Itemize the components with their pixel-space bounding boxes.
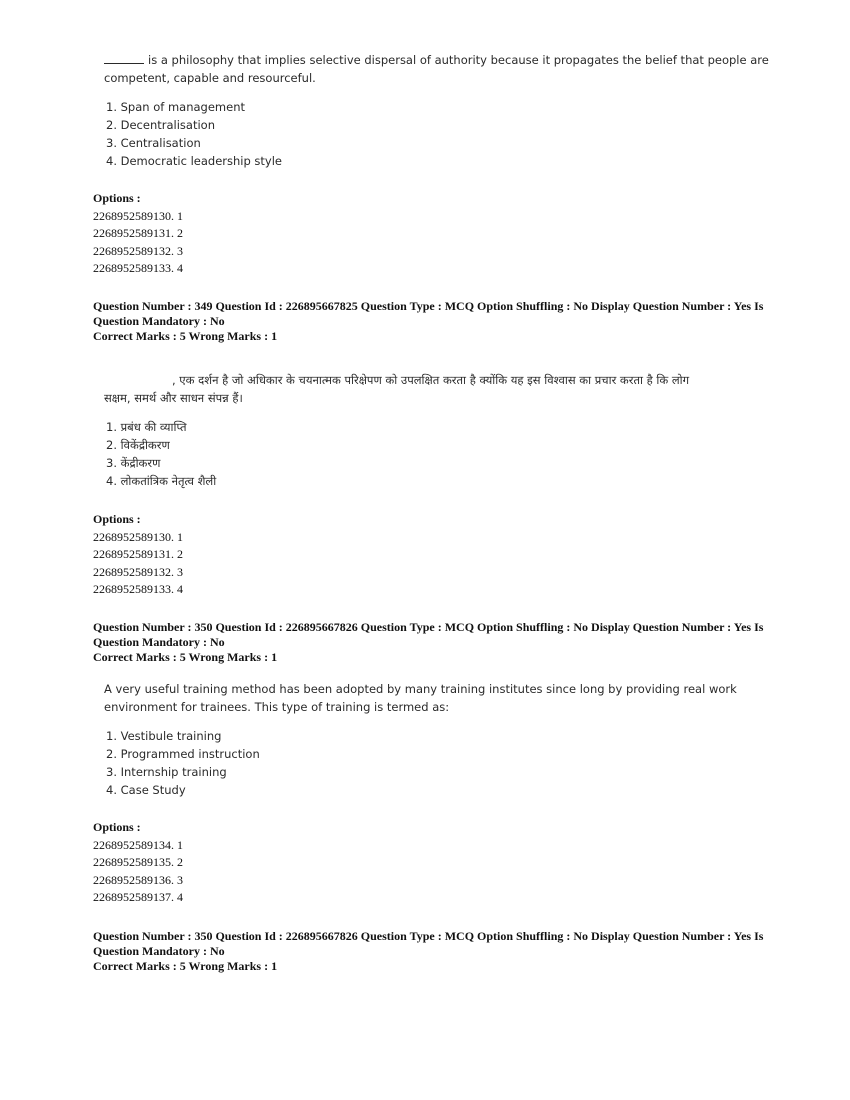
meta-line: Question Mandatory : No xyxy=(93,635,225,649)
question-meta-350 xyxy=(93,620,773,665)
answer-choice: 4. Democratic leadership style xyxy=(106,154,283,168)
option-id: 2268952589132. 3 xyxy=(93,564,183,579)
answer-choices-3 xyxy=(106,727,260,799)
meta-line: Question Mandatory : No xyxy=(93,944,225,958)
option-id: 2268952589136. 3 xyxy=(93,872,183,887)
question-meta-349 xyxy=(93,299,773,344)
answer-choice: 3. केंद्रीकरण xyxy=(106,456,161,470)
answer-choices-1 xyxy=(106,98,282,170)
marks-line: Correct Marks : 5 Wrong Marks : 1 xyxy=(93,329,278,343)
answer-choices-2 xyxy=(106,418,216,490)
meta-line: Question Mandatory : No xyxy=(93,314,225,328)
option-id: 2268952589134. 1 xyxy=(93,837,183,852)
answer-choice: 3. Internship training xyxy=(106,765,227,779)
question-text-english-2 xyxy=(104,680,744,716)
option-id: 2268952589131. 2 xyxy=(93,226,183,240)
meta-line: Question Number : 350 Question Id : 226895667826 Question Type : MCQ Option Shuffling : No Display Question Number : Yes Is xyxy=(93,620,764,634)
options-heading: Options : xyxy=(93,820,141,834)
answer-choice: 2. विकेंद्रीकरण xyxy=(106,438,170,452)
question-line: is a philosophy that implies selective dispersal of authority because it propagates the belief that people are xyxy=(104,51,744,69)
answer-choice: 3. Centralisation xyxy=(106,136,201,150)
option-id: 2268952589132. 3 xyxy=(93,243,183,258)
answer-choice: 2. Programmed instruction xyxy=(106,747,260,761)
meta-line: Question Number : 350 Question Id : 226895667826 Question Type : MCQ Option Shuffling : No Display Question Number : Yes Is xyxy=(93,929,764,943)
fill-blank xyxy=(104,51,144,64)
options-list-3 xyxy=(93,819,183,907)
answer-choice: 1. Vestibule training xyxy=(106,729,222,743)
options-list-2 xyxy=(93,511,183,599)
question-line: competent, capable and resourceful. xyxy=(104,71,316,85)
marks-line: Correct Marks : 5 Wrong Marks : 1 xyxy=(93,650,278,664)
question-line: environment for trainees. This type of training is termed as: xyxy=(104,700,450,714)
option-id: 2268952589135. 2 xyxy=(93,855,183,869)
question-meta-350-repeat xyxy=(93,929,773,974)
options-heading: Options : xyxy=(93,512,141,526)
option-id: 2268952589130. 1 xyxy=(93,529,183,544)
option-id: 2268952589137. 4 xyxy=(93,890,183,904)
option-id: 2268952589133. 4 xyxy=(93,261,183,275)
question-line: सक्षम, समर्थ और साधन संपन्न हैं। xyxy=(104,391,243,405)
options-list-1 xyxy=(93,190,183,278)
answer-choice: 4. लोकतांत्रिक नेतृत्व शैली xyxy=(106,474,217,488)
answer-choice: 1. प्रबंध की व्याप्ति xyxy=(106,420,187,434)
question-line: , एक दर्शन है जो अधिकार के चयनात्मक परिक्षेपण को उपलक्षित करता है क्योंकि यह इस विश्वास का प्रचार करता है कि लोग xyxy=(104,371,744,389)
fill-blank xyxy=(104,372,170,384)
question-text-hindi xyxy=(104,371,744,407)
option-id: 2268952589131. 2 xyxy=(93,547,183,561)
question-line: A very useful training method has been adopted by many training institutes since long by providing real work xyxy=(104,682,737,696)
options-heading: Options : xyxy=(93,191,141,205)
answer-choice: 2. Decentralisation xyxy=(106,118,215,132)
option-id: 2268952589130. 1 xyxy=(93,208,183,223)
marks-line: Correct Marks : 5 Wrong Marks : 1 xyxy=(93,959,278,973)
option-id: 2268952589133. 4 xyxy=(93,582,183,596)
answer-choice: 1. Span of management xyxy=(106,100,245,114)
answer-choice: 4. Case Study xyxy=(106,783,186,797)
question-text-english-1 xyxy=(104,51,769,87)
meta-line: Question Number : 349 Question Id : 226895667825 Question Type : MCQ Option Shuffling : No Display Question Number : Yes Is xyxy=(93,299,764,313)
